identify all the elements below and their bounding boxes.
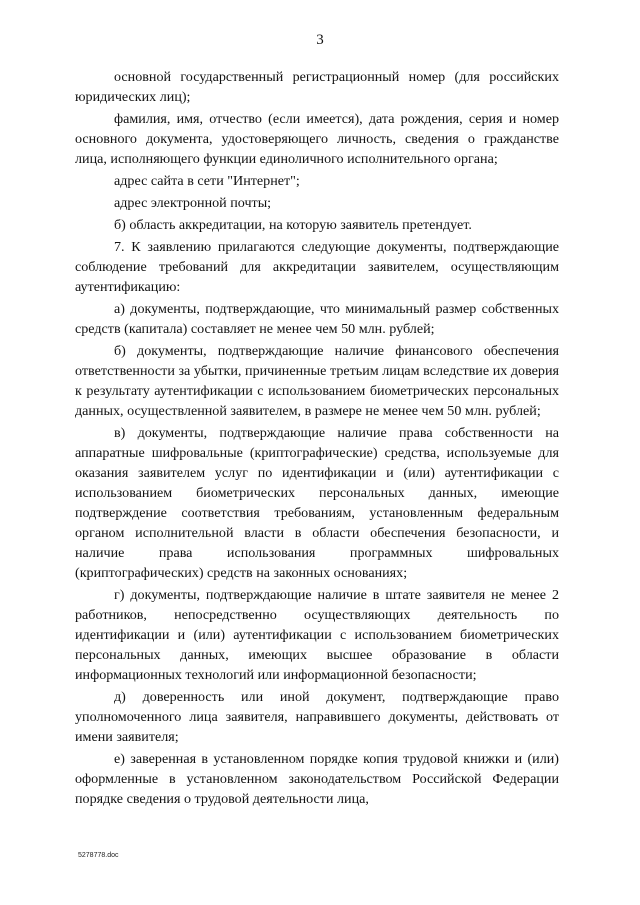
paragraph-subitem-d: д) доверенность или иной документ, подтверждающие право уполномоченного лица заявителя, направившего документы, действовать от имени заявителя; — [75, 689, 559, 745]
paragraph-subitem-b: б) документы, подтверждающие наличие финансового обеспечения ответственности за убытки, причиненные третьим лицам вследствие их доверия к результату аутентификации с использованием биометрических персональных данных, осуществленной заявителем, в размере не менее чем 50 млн. рублей; — [75, 343, 559, 419]
paragraph-subitem-a: а) документы, подтверждающие, что минимальный размер собственных средств (капитала) составляет не менее чем 50 млн. рублей; — [75, 301, 559, 337]
document-body — [75, 67, 559, 811]
paragraph-email: адрес электронной почты; — [114, 195, 272, 211]
document-code: 5278778.doc — [78, 852, 119, 859]
paragraph-accreditation-area: б) область аккредитации, на которую заявитель претендует. — [114, 217, 472, 233]
paragraph-subitem-v: в) документы, подтверждающие наличие права собственности на аппаратные шифровальные (криптографические) средства, используемые для оказания заявителем услуг по идентификации и (или) аутентификации с использованием биометрических персональных данных, имеющие подтверждение соответствия требованиям, установленным федеральным органом исполнительной власти в области обеспечения безопасности, и наличие права использования программных шифровальных (криптографических) средств на законных основаниях; — [75, 425, 559, 581]
paragraph-item-7: 7. К заявлению прилагаются следующие документы, подтверждающие соблюдение требований для аккредитации заявителем, осуществляющим аутентификацию: — [75, 239, 559, 295]
paragraph-website: адрес сайта в сети "Интернет"; — [114, 173, 300, 189]
paragraph-subitem-g: г) документы, подтверждающие наличие в штате заявителя не менее 2 работников, непосредственно осуществляющих деятельность по идентификации и (или) аутентификации с использованием биометрических персональных данных, имеющих высшее образование в области информационных технологий или информационной безопасности; — [75, 587, 559, 683]
paragraph-ogrn: основной государственный регистрационный номер (для российских юридических лиц); — [75, 69, 559, 105]
page-number: 3 — [316, 32, 324, 48]
paragraph-executive-details: фамилия, имя, отчество (если имеется), дата рождения, серия и номер основного документа, удостоверяющего личность, сведения о гражданстве лица, исполняющего функции единоличного исполнительного органа; — [75, 111, 559, 167]
paragraph-subitem-e: е) заверенная в установленном порядке копия трудовой книжки и (или) оформленные в установленном законодательством Российской Федерации порядке сведения о трудовой деятельности лица, — [75, 751, 559, 807]
